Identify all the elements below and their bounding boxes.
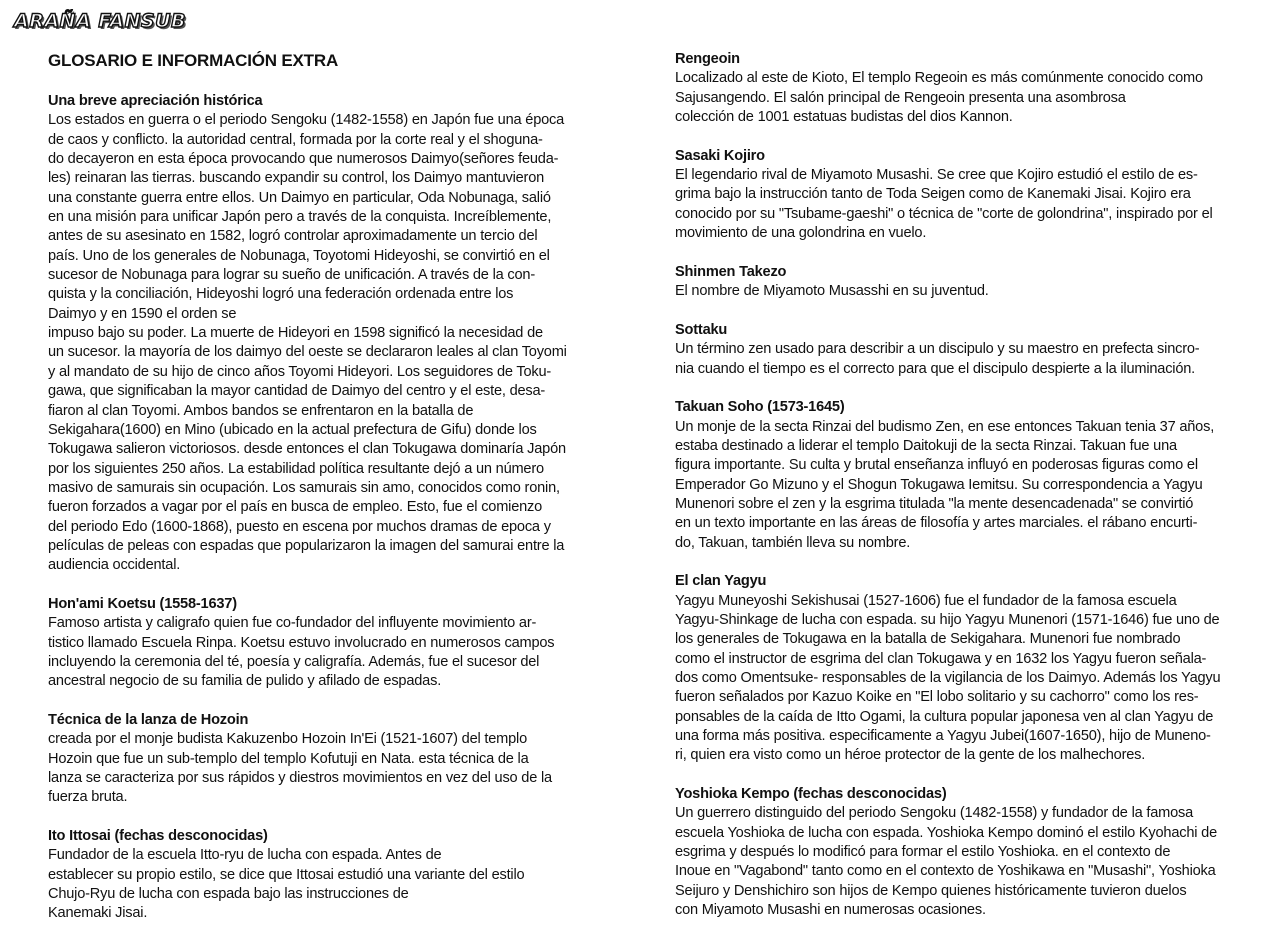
text-line: fueron señalados por Kazuo Koike en "El lobo solitario y su cachorro" como los res- xyxy=(675,689,1199,706)
text-line: Daimyo y en 1590 el orden se xyxy=(48,305,237,322)
text-line: colección de 1001 estatuas budistas del dios Kannon. xyxy=(675,109,1013,126)
right-sections xyxy=(675,50,1235,920)
entry-body xyxy=(48,614,588,691)
text-line: país. Uno de los generales de Nobunaga, Toyotomi Hideyoshi, se convirtió en el xyxy=(48,247,550,264)
entry-title: El clan Yagyu xyxy=(675,573,767,590)
entry-body xyxy=(48,730,588,807)
text-line: Kanemaki Jisai. xyxy=(48,905,148,922)
glossary-entry xyxy=(48,595,588,692)
text-line: Un monje de la secta Rinzai del budismo Zen, en ese entonces Takuan tenia 37 años, xyxy=(675,418,1215,435)
entry-body xyxy=(675,804,1235,920)
text-line: do, Takuan, también lleva su nombre. xyxy=(675,534,911,551)
text-line: nia cuando el tiempo es el correcto para que el discipulo despierte a la iluminación. xyxy=(675,360,1196,377)
text-line: ri, quien era visto como un héroe protector de la gente de los malhechores. xyxy=(675,747,1146,764)
text-line: do decayeron en esta época provocando que numerosos Daimyo(señores feuda- xyxy=(48,151,559,168)
entry-body xyxy=(675,592,1235,766)
text-line: de caos y conflicto. la autoridad central, formada por la corte real y el shoguna- xyxy=(48,131,543,148)
fansub-logo: ARAÑA FANSUB xyxy=(14,10,186,32)
entry-title: Hon'ami Koetsu (1558-1637) xyxy=(48,595,237,612)
entry-body xyxy=(48,111,588,575)
left-column xyxy=(48,50,588,924)
entry-title: Sottaku xyxy=(675,321,728,338)
text-line: estaba destinado a liderar el templo Daitokuji de la secta Rinzai. Takuan fue una xyxy=(675,437,1177,454)
glossary-entry xyxy=(675,321,1235,379)
text-line: les) reinaran las tierras. buscando expandir su control, los Daimyo mantuvieron xyxy=(48,170,545,187)
text-line: Seijuro y Denshichiro son hijos de Kempo quienes históricamente tuvieron duelos xyxy=(675,882,1187,899)
entry-body xyxy=(675,418,1235,553)
text-line: Sekigahara(1600) en Mino (ubicado en la actual prefectura de Gifu) donde los xyxy=(48,421,537,438)
text-line: Sajusangendo. El salón principal de Rengeoin presenta una asombrosa xyxy=(675,89,1126,106)
text-line: del periodo Edo (1600-1868), puesto en escena por muchos dramas de epoca y xyxy=(48,518,551,535)
glossary-entry xyxy=(675,785,1235,920)
text-line: fuerza bruta. xyxy=(48,789,128,806)
text-line: movimiento de una golondrina en vuelo. xyxy=(675,225,927,242)
right-column xyxy=(675,50,1235,920)
text-line: los generales de Tokugawa en la batalla de Sekigahara. Munenori fue nombrado xyxy=(675,631,1181,648)
text-line: grima bajo la instrucción tanto de Toda Seigen como de Kanemaki Jisai. Kojiro era xyxy=(675,186,1191,203)
text-line: una constante guerra entre ellos. Un Daimyo en particular, Oda Nobunaga, salió xyxy=(48,189,551,206)
entry-body xyxy=(48,846,588,923)
text-line: en un texto importante en las áreas de filosofía y artes marciales. el rábano encurti- xyxy=(675,515,1198,532)
entry-title: Ito Ittosai (fechas desconocidas) xyxy=(48,828,268,845)
text-line: establecer su propio estilo, se dice que Ittosai estudió una variante del estilo xyxy=(48,866,525,883)
text-line: Tokugawa salieron victoriosos. desde entonces el clan Tokugawa dominaría Japón xyxy=(48,441,566,458)
entry-body xyxy=(675,69,1235,127)
text-line: quista y la conciliación, Hideyoshi logró una federación ordenada entre los xyxy=(48,286,514,303)
text-line: por los siguientes 250 años. La estabilidad política resultante dejó a un número xyxy=(48,460,544,477)
text-line: impuso bajo su poder. La muerte de Hideyori en 1598 significó la necesidad de xyxy=(48,325,543,342)
text-line: El legendario rival de Miyamoto Musashi. Se cree que Kojiro estudió el estilo de es- xyxy=(675,167,1198,184)
entry-body xyxy=(675,282,1235,301)
entry-body xyxy=(675,340,1235,379)
text-line: conocido por su "Tsubame-gaeshi" o técnica de "corte de golondrina", inspirado por el xyxy=(675,205,1213,222)
text-line: Un término zen usado para describir a un discipulo y su maestro en prefecta sincro- xyxy=(675,341,1200,358)
text-line: escuela Yoshioka de lucha con espada. Yoshioka Kempo dominó el estilo Kyohachi de xyxy=(675,824,1218,841)
text-line: con Miyamoto Musashi en numerosas ocasiones. xyxy=(675,902,986,919)
text-line: lanza se caracteriza por sus rápidos y diestros movimientos en vez del uso de la xyxy=(48,770,552,787)
glossary-entry xyxy=(675,147,1235,244)
text-line: Famoso artista y caligrafo quien fue co-fundador del influyente movimiento ar- xyxy=(48,615,537,632)
glossary-entry xyxy=(48,711,588,808)
text-line: Yagyu Muneyoshi Sekishusai (1527-1606) fue el fundador de la famosa escuela xyxy=(675,592,1177,609)
text-line: masivo de samurais sin ocupación. Los samurais sin amo, conocidos como ronin, xyxy=(48,479,560,496)
text-line: esgrima y después lo modificó para formar el estilo Yoshioka. en el contexto de xyxy=(675,844,1171,861)
glossary-entry xyxy=(675,572,1235,765)
text-line: sucesor de Nobunaga para lograr su sueño de unificación. A través de la con- xyxy=(48,267,535,284)
glossary-entry xyxy=(675,50,1235,127)
entry-title: Técnica de la lanza de Hozoin xyxy=(48,712,249,728)
entry-title: Sasaki Kojiro xyxy=(675,147,765,164)
text-line: creada por el monje budista Kakuzenbo Hozoin In'Ei (1521-1607) del templo xyxy=(48,731,528,748)
text-line: Los estados en guerra o el periodo Sengoku (1482-1558) en Japón fue una época xyxy=(48,112,565,129)
text-line: dos como Omentsuke- responsables de la vigilancia de los Daimyo. Además los Yagyu xyxy=(675,670,1221,686)
text-line: fiaron al clan Toyomi. Ambos bandos se enfrentaron en la batalla de xyxy=(48,402,474,419)
entry-body xyxy=(675,166,1235,243)
entry-title: Yoshioka Kempo (fechas desconocidas) xyxy=(675,786,947,803)
text-line: Fundador de la escuela Itto-ryu de lucha con espada. Antes de xyxy=(48,847,442,864)
text-line: en una misión para unificar Japón pero a través de la conquista. Increíblemente, xyxy=(48,209,552,226)
text-line: Emperador Go Mizuno y el Shogun Tokugawa Iemitsu. Su correspondencia a Yagyu xyxy=(675,476,1203,493)
text-line: Yagyu-Shinkage de lucha con espada. su hijo Yagyu Munenori (1571-1646) fue uno de xyxy=(675,611,1220,628)
text-line: audiencia occidental. xyxy=(48,557,181,574)
text-line: antes de su asesinato en 1582, logró controlar aproximadamente un tercio del xyxy=(48,228,538,245)
left-sections xyxy=(48,92,588,924)
text-line: ancestral negocio de su familia de pulido y afilado de espadas. xyxy=(48,673,442,690)
text-line: El nombre de Miyamoto Musasshi en su juventud. xyxy=(675,283,989,300)
text-line: como el instructor de esgrima del clan Tokugawa y en 1632 los Yagyu fueron señala- xyxy=(675,650,1207,667)
entry-title: Shinmen Takezo xyxy=(675,263,787,280)
text-line: incluyendo la ceremonia del té, poesía y caligrafía. Además, fue el sucesor del xyxy=(48,653,540,670)
text-line: Munenori sobre el zen y la esgrima titulada "la mente desencadenada" se convirtió xyxy=(675,495,1194,512)
text-line: Localizado al este de Kioto, El templo Regeoin es más comúnmente conocido como xyxy=(675,70,1203,87)
text-line: un sucesor. la mayoría de los daimyo del oeste se declararon leales al clan Toyomi xyxy=(48,344,567,361)
text-line: figura importante. Su culta y brutal enseñanza influyó en poderosas figuras como el xyxy=(675,457,1198,474)
text-line: y al mandato de su hijo de cinco años Toyomi Hideyori. Los seguidores de Toku- xyxy=(48,363,552,380)
text-line: fueron forzados a vagar por el país en busca de empleo. Esto, fue el comienzo xyxy=(48,499,543,516)
text-line: Hozoin que fue un sub-templo del templo Kofutuji en Nata. esta técnica de la xyxy=(48,750,529,767)
text-line: Un guerrero distinguido del periodo Sengoku (1482-1558) y fundador de la famosa xyxy=(675,805,1194,822)
glossary-entry xyxy=(48,92,588,576)
entry-title: Takuan Soho (1573-1645) xyxy=(675,399,845,416)
page-title: GLOSARIO E INFORMACIÓN EXTRA xyxy=(48,51,339,70)
text-line: gawa, que significaban la mayor cantidad de Daimyo del centro y el este, desa- xyxy=(48,383,546,400)
text-line: ponsables de la caída de Itto Ogami, la cultura popular japonesa ven al clan Yagyu de xyxy=(675,708,1214,725)
text-line: Chujo-Ryu de lucha con espada bajo las instrucciones de xyxy=(48,886,409,903)
text-line: películas de peleas con espadas que popularizaron la imagen del samurai entre la xyxy=(48,537,565,554)
text-line: Inoue en "Vagabond" tanto como en el contexto de Yoshikawa en "Musashi", Yoshioka xyxy=(675,863,1216,880)
glossary-entry xyxy=(675,263,1235,302)
entry-title: Una breve apreciación histórica xyxy=(48,93,263,109)
entry-title: Rengeoin xyxy=(675,51,740,67)
glossary-entry xyxy=(48,827,588,924)
text-line: una forma más positiva. especificamente a Yagyu Jubei(1607-1650), hijo de Muneno- xyxy=(675,728,1211,745)
text-line: tistico llamado Escuela Rinpa. Koetsu estuvo involucrado en numerosos campos xyxy=(48,634,555,651)
glossary-entry xyxy=(675,398,1235,553)
